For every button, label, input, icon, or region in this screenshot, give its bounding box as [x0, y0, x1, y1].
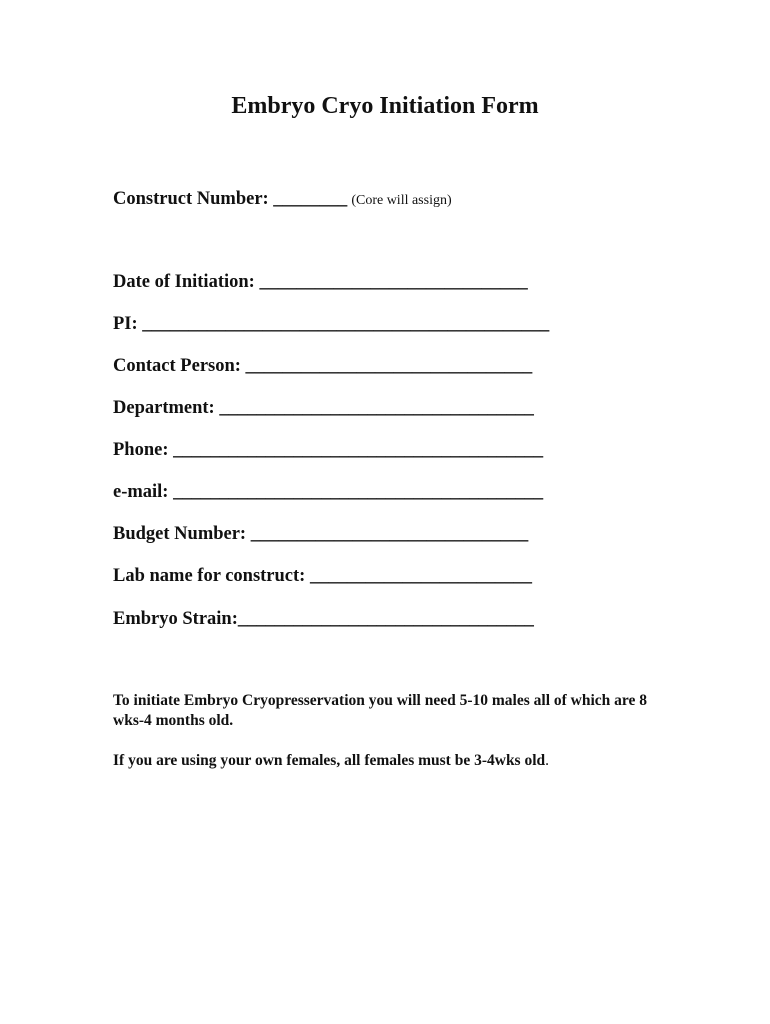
- lab-name-field: Lab name for construct: ________________________: [113, 566, 532, 586]
- budget-number-field: Budget Number: ______________________________: [113, 524, 529, 544]
- males-instruction: To initiate Embryo Cryopresservation you will need 5-10 males all of which are 8 wks-4 months old.: [113, 692, 648, 729]
- construct-number-label: Construct Number: ________: [113, 189, 348, 209]
- construct-number-field: [113, 189, 452, 210]
- females-instruction-text: If you are using your own females, all females must be 3-4wks old: [113, 752, 546, 769]
- page-title: Embryo Cryo Initiation Form: [231, 93, 539, 119]
- contact-person-field: Contact Person: _______________________________: [113, 356, 533, 376]
- date-of-initiation-field: Date of Initiation: _____________________________: [113, 272, 528, 292]
- email-field: e-mail: ________________________________________: [113, 482, 544, 502]
- females-instruction-period: .: [545, 752, 550, 769]
- department-field: Department: __________________________________: [113, 398, 534, 418]
- phone-field: Phone: ________________________________________: [113, 440, 544, 460]
- pi-field: PI: ____________________________________________: [113, 314, 550, 334]
- females-instruction: [113, 751, 653, 771]
- embryo-strain-field: Embryo Strain:________________________________: [113, 609, 534, 629]
- core-assign-note: (Core will assign): [351, 193, 452, 208]
